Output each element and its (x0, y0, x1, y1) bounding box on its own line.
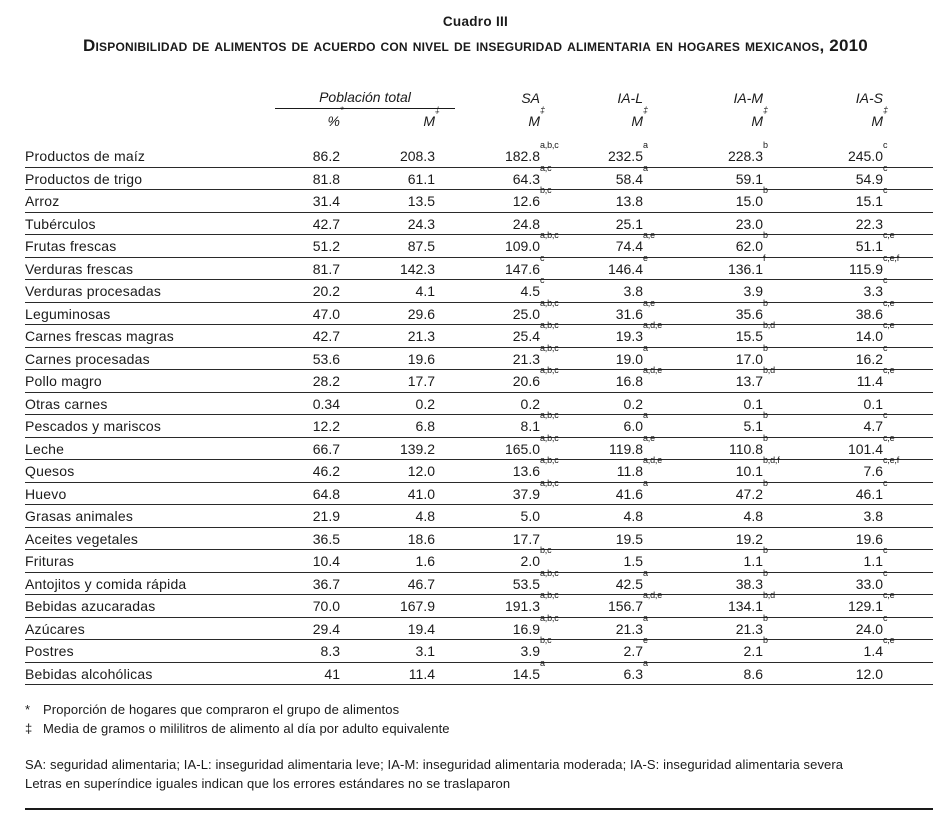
cell-value: 1.1 b (663, 550, 783, 573)
table-row (25, 482, 933, 505)
cell-value: 15.1 c (783, 190, 903, 213)
cell-value: 1.5 (560, 550, 663, 573)
cell-value: 38.3 b (663, 572, 783, 595)
cell-value: 8.3 (275, 640, 360, 663)
cell-value: 29.4 (275, 617, 360, 640)
table-row (25, 595, 933, 618)
cell-value: 86.2 (275, 145, 360, 167)
cell-value: 12.0 (783, 662, 903, 685)
cell-value: 136.1 f (663, 257, 783, 280)
col-header-ia-s: IA-S (855, 89, 883, 106)
cell-value: 46.1 c (783, 482, 903, 505)
cell-value: 165.0 a,b,c (455, 437, 560, 460)
cell-value: 53.5 a,b,c (455, 572, 560, 595)
cell-value: 24.3 (360, 212, 455, 235)
cell-value: 13.5 (360, 190, 455, 213)
row-label: Frutas frescas (25, 235, 275, 258)
cell-value: 21.3 a,b,c (455, 347, 560, 370)
table-row (25, 235, 933, 258)
cell-value: 4.8 (663, 505, 783, 528)
cell-value: 10.1 b,d,f (663, 460, 783, 483)
cell-value: 74.4 a,e (560, 235, 663, 258)
cell-value: 22.3 (783, 212, 903, 235)
cell-value: 3.8 (560, 280, 663, 303)
table-row (25, 415, 933, 438)
row-label: Leche (25, 437, 275, 460)
group-header-poblacion-total: Población total (275, 84, 455, 109)
cell-value: 156.7 a,d,e (560, 595, 663, 618)
row-label: Otras carnes (25, 392, 275, 415)
row-spacer (903, 617, 933, 640)
abbreviations-note: SA: seguridad alimentaria; IA-L: inseguridad alimentaria leve; IA-M: inseguridad alimentaria moderada; IA-S: inseguridad alimentaria severa (25, 757, 844, 772)
footnote-definitions (25, 755, 925, 793)
table-row (25, 460, 933, 483)
cell-value: 3.3 c (783, 280, 903, 303)
row-spacer (903, 280, 933, 303)
table-row (25, 392, 933, 415)
cell-value: 13.8 (560, 190, 663, 213)
row-spacer (903, 415, 933, 438)
cell-value: 245.0 c (783, 145, 903, 167)
cell-value: 6.3 a (560, 662, 663, 685)
cell-value: 81.8 (275, 167, 360, 190)
cell-value: 17.0 b (663, 347, 783, 370)
cell-value: 2.1 b (663, 640, 783, 663)
cell-value: 14.0 c,e (783, 325, 903, 348)
cell-value: 13.6 a,b,c (455, 460, 560, 483)
row-spacer (903, 595, 933, 618)
row-label: Grasas animales (25, 505, 275, 528)
row-spacer (903, 257, 933, 280)
cell-value: 46.2 (275, 460, 360, 483)
cell-value: 109.0 a,b,c (455, 235, 560, 258)
cell-value: 3.8 (783, 505, 903, 528)
cell-value: 12.6 b,c (455, 190, 560, 213)
row-spacer (903, 460, 933, 483)
col-header-ia-m: IA-M (733, 89, 763, 106)
subheader-m-ia-l: M ‡ (631, 105, 648, 129)
cell-value: 25.1 (560, 212, 663, 235)
row-spacer (903, 347, 933, 370)
subheader-m-sa: M ‡ (528, 105, 545, 129)
row-spacer (903, 662, 933, 685)
row-spacer (903, 550, 933, 573)
cell-value: 41 (275, 662, 360, 685)
cell-value: 167.9 (360, 595, 455, 618)
cell-value: 142.3 (360, 257, 455, 280)
cell-value: 36.5 (275, 527, 360, 550)
row-label: Antojitos y comida rápida (25, 572, 275, 595)
table-row (25, 145, 933, 167)
cell-value: 228.3 b (663, 145, 783, 167)
cell-value: 182.8 a,b,c (455, 145, 560, 167)
cell-value: 0.1 (663, 392, 783, 415)
cell-value: 0.2 (455, 392, 560, 415)
cell-value: 1.6 (360, 550, 455, 573)
table-row (25, 640, 933, 663)
cell-value: 87.5 (360, 235, 455, 258)
cell-value: 61.1 (360, 167, 455, 190)
subheader-m-ia-m: M ‡ (751, 105, 768, 129)
cell-value: 23.0 (663, 212, 783, 235)
cell-value: 21.9 (275, 505, 360, 528)
row-label: Pollo magro (25, 370, 275, 393)
cell-value: 64.8 (275, 482, 360, 505)
footnote-dagger (25, 719, 925, 738)
cell-value: 31.4 (275, 190, 360, 213)
table-kicker: Cuadro III (442, 14, 509, 29)
header-empty-cell (25, 109, 275, 146)
table-row (25, 505, 933, 528)
table-row (25, 617, 933, 640)
cell-value: 20.6 a,b,c (455, 370, 560, 393)
footnote-marker-dagger: ‡ (25, 721, 33, 736)
cell-value: 66.7 (275, 437, 360, 460)
row-spacer (903, 482, 933, 505)
footnote-marker-asterisk: * (25, 702, 31, 717)
cell-value: 17.7 (360, 370, 455, 393)
row-spacer (903, 392, 933, 415)
row-label: Productos de trigo (25, 167, 275, 190)
row-label: Bebidas azucaradas (25, 595, 275, 618)
subheader-m-total: M ‡ (423, 105, 440, 129)
table-row (25, 347, 933, 370)
cell-value: 31.6 a,e (560, 302, 663, 325)
cell-value: 20.2 (275, 280, 360, 303)
cell-value: 41.0 (360, 482, 455, 505)
cell-value: 1.1 c (783, 550, 903, 573)
table-row (25, 572, 933, 595)
cell-value: 54.9 c (783, 167, 903, 190)
cell-value: 25.0 a,b,c (455, 302, 560, 325)
row-label: Verduras procesadas (25, 280, 275, 303)
cell-value: 19.3 a,d,e (560, 325, 663, 348)
subheader-pct: % * (327, 105, 344, 129)
cell-value: 4.8 (560, 505, 663, 528)
cell-value: 7.6 c,e,f (783, 460, 903, 483)
food-availability-table (25, 84, 933, 685)
cell-value: 29.6 (360, 302, 455, 325)
row-label: Postres (25, 640, 275, 663)
cell-value: 37.9 a,b,c (455, 482, 560, 505)
cell-value: 8.1 a,b,c (455, 415, 560, 438)
cell-value: 47.0 (275, 302, 360, 325)
cell-value: 15.0 b (663, 190, 783, 213)
subheader-m-ia-s: M ‡ (871, 105, 888, 129)
cell-value: 19.6 (360, 347, 455, 370)
cell-value: 139.2 (360, 437, 455, 460)
row-label: Bebidas alcohólicas (25, 662, 275, 685)
cell-value: 25.4 a,b,c (455, 325, 560, 348)
footnote-asterisk (25, 700, 925, 719)
col-header-sa: SA (521, 89, 540, 106)
cell-value: 16.8 a,d,e (560, 370, 663, 393)
cell-value: 46.7 (360, 572, 455, 595)
cell-value: 129.1 c,e (783, 595, 903, 618)
table-title: Disponibilidad de alimentos de acuerdo con nivel de inseguridad alimentaria en hogares mexicanos, 2010 (83, 36, 868, 55)
cell-value: 42.5 a (560, 572, 663, 595)
header-empty-cell (25, 84, 275, 109)
cell-value: 4.1 (360, 280, 455, 303)
cell-value: 3.1 (360, 640, 455, 663)
cell-value: 0.2 (360, 392, 455, 415)
cell-value: 15.5 b,d (663, 325, 783, 348)
cell-value: 115.9 c,e,f (783, 257, 903, 280)
cell-value: 4.5 c (455, 280, 560, 303)
table-row (25, 550, 933, 573)
cell-value: 38.6 c,e (783, 302, 903, 325)
row-label: Productos de maíz (25, 145, 275, 167)
cell-value: 6.8 (360, 415, 455, 438)
footnotes (25, 700, 925, 793)
table-header (25, 84, 933, 145)
row-label: Pescados y mariscos (25, 415, 275, 438)
cell-value: 19.0 a (560, 347, 663, 370)
cell-value: 146.4 e (560, 257, 663, 280)
cell-value: 1.4 c,e (783, 640, 903, 663)
row-label: Aceites vegetales (25, 527, 275, 550)
cell-value: 14.5 a (455, 662, 560, 685)
cell-value: 147.6 c (455, 257, 560, 280)
cell-value: 19.4 (360, 617, 455, 640)
cell-value: 2.7 e (560, 640, 663, 663)
cell-value: 42.7 (275, 325, 360, 348)
row-spacer (903, 437, 933, 460)
table-row (25, 527, 933, 550)
cell-value: 232.5 a (560, 145, 663, 167)
table-row (25, 212, 933, 235)
cell-value: 24.0 c (783, 617, 903, 640)
cell-value: 19.5 (560, 527, 663, 550)
table-row (25, 662, 933, 685)
cell-value: 58.4 a (560, 167, 663, 190)
col-header-ia-l: IA-L (617, 89, 643, 106)
table-row (25, 280, 933, 303)
cell-value: 3.9 (663, 280, 783, 303)
row-spacer (903, 572, 933, 595)
cell-value: 51.2 (275, 235, 360, 258)
table-row (25, 302, 933, 325)
row-spacer (903, 505, 933, 528)
cell-value: 21.3 (360, 325, 455, 348)
cell-value: 53.6 (275, 347, 360, 370)
row-spacer (903, 167, 933, 190)
cell-value: 101.4 c,e (783, 437, 903, 460)
row-label: Arroz (25, 190, 275, 213)
superscript-note: Letras en superíndice iguales indican que los errores estándares no se traslaparon (25, 776, 511, 791)
cell-value: 191.3 a,b,c (455, 595, 560, 618)
cell-value: 47.2 b (663, 482, 783, 505)
row-label: Leguminosas (25, 302, 275, 325)
cell-value: 0.2 (560, 392, 663, 415)
row-label: Quesos (25, 460, 275, 483)
cell-value: 19.6 (783, 527, 903, 550)
row-spacer (903, 145, 933, 167)
row-label: Carnes procesadas (25, 347, 275, 370)
table-row (25, 370, 933, 393)
cell-value: 110.8 b (663, 437, 783, 460)
cell-value: 3.9 b,c (455, 640, 560, 663)
cell-value: 16.2 c (783, 347, 903, 370)
cell-value: 59.1 (663, 167, 783, 190)
table-row (25, 437, 933, 460)
cell-value: 21.3 a (560, 617, 663, 640)
cell-value: 17.7 (455, 527, 560, 550)
cell-value: 36.7 (275, 572, 360, 595)
cell-value: 5.0 (455, 505, 560, 528)
table-row (25, 325, 933, 348)
cell-value: 62.0 b (663, 235, 783, 258)
row-label: Carnes frescas magras (25, 325, 275, 348)
cell-value: 35.6 b (663, 302, 783, 325)
cell-value: 41.6 a (560, 482, 663, 505)
header-row-groups (25, 84, 933, 109)
footnote-text: Media de gramos o mililitros de alimento al día por adulto equivalente (43, 721, 450, 736)
table-body (25, 140, 933, 685)
table-row (25, 257, 933, 280)
cell-value: 119.8 a,e (560, 437, 663, 460)
cell-value: 8.6 (663, 662, 783, 685)
row-spacer (903, 325, 933, 348)
row-spacer (903, 640, 933, 663)
header-row-units (25, 109, 933, 146)
cell-value: 10.4 (275, 550, 360, 573)
cell-value: 19.2 (663, 527, 783, 550)
row-spacer (903, 370, 933, 393)
cell-value: 70.0 (275, 595, 360, 618)
cell-value: 28.2 (275, 370, 360, 393)
cell-value: 0.34 (275, 392, 360, 415)
cell-value: 11.4 c,e (783, 370, 903, 393)
cell-value: 11.8 a,d,e (560, 460, 663, 483)
cell-value: 208.3 (360, 145, 455, 167)
row-spacer (903, 190, 933, 213)
row-label: Frituras (25, 550, 275, 573)
cell-value: 4.8 (360, 505, 455, 528)
cell-value: 13.7 b,d (663, 370, 783, 393)
cell-value: 4.7 c (783, 415, 903, 438)
cell-value: 51.1 c,e (783, 235, 903, 258)
cell-value: 12.0 (360, 460, 455, 483)
footnote-text: Proporción de hogares que compraron el grupo de alimentos (43, 702, 400, 717)
row-spacer (903, 302, 933, 325)
row-label: Azúcares (25, 617, 275, 640)
cell-value: 33.0 c (783, 572, 903, 595)
cell-value: 16.9 a,b,c (455, 617, 560, 640)
cell-value: 6.0 a (560, 415, 663, 438)
cell-value: 64.3 a,c (455, 167, 560, 190)
cell-value: 42.7 (275, 212, 360, 235)
cell-value: 0.1 (783, 392, 903, 415)
header-spacer (903, 109, 933, 146)
cell-value: 24.8 (455, 212, 560, 235)
row-spacer (903, 235, 933, 258)
cell-value: 2.0 b,c (455, 550, 560, 573)
row-label: Tubérculos (25, 212, 275, 235)
cell-value: 18.6 (360, 527, 455, 550)
cell-value: 134.1 b,d (663, 595, 783, 618)
row-spacer (903, 527, 933, 550)
cell-value: 11.4 (360, 662, 455, 685)
row-label: Verduras frescas (25, 257, 275, 280)
bottom-rule (25, 808, 933, 810)
table-row (25, 167, 933, 190)
cell-value: 5.1 b (663, 415, 783, 438)
cell-value: 21.3 b (663, 617, 783, 640)
row-label: Huevo (25, 482, 275, 505)
table-row (25, 190, 933, 213)
header-spacer (903, 84, 933, 109)
cell-value: 12.2 (275, 415, 360, 438)
row-spacer (903, 212, 933, 235)
cell-value: 81.7 (275, 257, 360, 280)
